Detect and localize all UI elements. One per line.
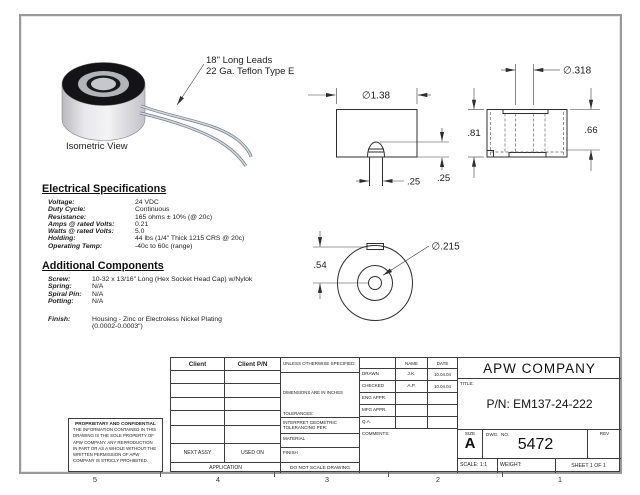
application-cell: APPLICATION [171, 463, 281, 473]
leads-note-leader-line [177, 64, 204, 105]
dwg-no-value: 5472 [517, 436, 554, 453]
size-value: A [464, 435, 476, 452]
proprietary-title: PROPRIETARY AND CONFIDENTIAL [75, 421, 156, 426]
dim-bore-depth: .66 [584, 125, 598, 136]
client-empty-cell [171, 426, 225, 444]
additional-components-section [42, 260, 252, 331]
zone-tick [274, 471, 275, 477]
hole-diameter-leader [383, 246, 429, 275]
size-label: SIZE [464, 431, 476, 436]
component-row-screw: Screw: 10-32 x 13/16" Long (Hex Socket Head Cap) w/Nylok [48, 276, 253, 283]
title-block [170, 357, 620, 472]
magnet-center-pole [91, 78, 116, 90]
client-pn-empty-cell [225, 384, 281, 398]
isometric-view-label: Isometric View [66, 141, 128, 152]
front-view [308, 88, 450, 188]
do-not-scale-cell: DO NOT SCALE DRAWING [281, 463, 360, 473]
electrical-specifications-section [42, 183, 244, 250]
dim-section-height: .81 [467, 128, 481, 139]
mfg-appr-label: MFG APPR. [360, 405, 396, 417]
rev-cell [588, 430, 621, 459]
dim-slot-offset: .54 [313, 260, 327, 271]
spec-row-duty-cycle: Duty Cycle: Continuous [48, 206, 170, 214]
eng-appr-name [396, 393, 428, 405]
client-empty-cell [171, 384, 225, 398]
dim-lead-gap: .25 [407, 176, 421, 188]
client-pn-empty-cell [225, 398, 281, 411]
isometric-view [62, 55, 294, 166]
next-assy-cell: NEXT ASSY [171, 444, 225, 463]
client-pn-empty-cell [225, 426, 281, 444]
bottom-view [313, 231, 460, 321]
rev-label: REV [599, 431, 610, 436]
zone-number-3: 3 [324, 475, 330, 484]
component-row-spring: Spring: N/A [48, 283, 104, 291]
comments-cell: COMMENTS: [360, 429, 458, 473]
zone-tick [502, 471, 503, 477]
title-label: TITLE: [460, 380, 474, 386]
spec-row-holding: Holding: 44 lbs (1/4" Thick 1215 CRS @ 20c) [48, 235, 245, 243]
checked-name: A.P. [396, 381, 428, 393]
zone-number-2: 2 [435, 475, 441, 484]
spec-row-operating-temp: Operating Temp: -40c to 60c (range) [48, 242, 193, 250]
mfg-appr-name [396, 405, 428, 417]
qa-date [428, 417, 458, 429]
proprietary-body: THE INFORMATION CONTAINED IN THIS DRAWING IS THE SOLE PROPERTY OF APW COMPANY. ANY REPRODUCTION IN PART OR AS A WHOLE WITHOUT THE WRITTEN PERMISSION OF APW COMPANY IS STRICLY PROHIBITED. [73, 427, 157, 464]
mfg-appr-date [428, 405, 458, 417]
eng-appr-date [428, 393, 458, 405]
client-pn-empty-cell [225, 411, 281, 426]
dwg-no-label: DWG. NO. [486, 431, 510, 437]
zone-number-5: 5 [92, 475, 98, 484]
section-view [467, 64, 600, 178]
part-number: P/N: EM137-24-222 [486, 397, 593, 411]
proprietary-notice-box [68, 418, 163, 472]
dim-hole-diameter: ∅.215 [431, 241, 460, 253]
size-cell [458, 430, 483, 459]
interpret-geometric-cell: INTERPRET GEOMETRIC TOLERANCING PER: [281, 418, 360, 434]
approval-label-header [360, 358, 396, 369]
qa-name [396, 417, 428, 429]
component-row-finish: Finish: Housing - Zinc or Electroless Nickel Plating (0.0002-0.0003") [48, 316, 222, 331]
zone-number-1: 1 [557, 475, 563, 484]
client-pn-empty-cell [225, 371, 281, 384]
drawn-name: J.K. [396, 369, 428, 381]
component-row-potting: Potting: N/A [48, 297, 104, 305]
bore-diameter-dimension [501, 64, 560, 105]
spec-row-watts: Watts @ rated Volts: 5.0 [48, 228, 145, 236]
client-empty-cell [171, 411, 225, 426]
used-on-cell: USED ON [225, 444, 281, 463]
name-header: NAME [396, 358, 428, 369]
leads-note-line1: 18" Long Leads [206, 55, 273, 66]
dim-tab-height: .25 [437, 173, 451, 184]
electrical-specs-heading: Electrical Specifications [42, 183, 167, 195]
finish-cell: FINISH [281, 448, 360, 463]
drawn-date: 10.04.04 [428, 369, 458, 381]
client-pn-header: Client P/N [225, 358, 281, 371]
qa-label: Q.A. [360, 417, 396, 429]
unless-otherwise-cell: UNLESS OTHERWISE SPECIFIED: [281, 358, 360, 373]
company-name: APW COMPANY [458, 358, 621, 379]
sheet-cell: SHEET 1 OF 1 [571, 463, 606, 469]
zone-tick [160, 471, 161, 477]
zone-tick [388, 471, 389, 477]
front-view-outline [337, 110, 418, 158]
section-view-outline [487, 110, 567, 158]
tolerances-cell: DIMENSIONS ARE IN INCHES TOLERANCES: [281, 373, 360, 418]
component-row-spiral-pin: Spiral Pin: N/A [48, 290, 104, 298]
zone-number-4: 4 [215, 475, 221, 484]
lead-wires [140, 106, 251, 166]
client-empty-cell [171, 398, 225, 411]
dim-front-diameter: ∅1.38 [361, 90, 391, 102]
leads-note-line2: 22 Ga. Teflon Type E [206, 66, 295, 77]
date-header: DATE [428, 358, 458, 369]
tab-height-dimension [380, 128, 449, 170]
lead-slot [367, 244, 384, 250]
spec-row-voltage: Voltage: 24 VDC [48, 199, 159, 206]
spec-row-resistance: Resistance: 165 ohms ± 10% (@ 20c) [48, 213, 213, 221]
spec-row-amps: Amps @ rated Volts: 0.21 [48, 220, 149, 228]
client-header: Client [171, 358, 225, 371]
weight-cell: WEIGHT: [498, 459, 556, 473]
scale-cell: SCALE: 1:1 [458, 459, 498, 473]
checked-label: CHECKED [360, 381, 396, 393]
dwg-no-cell [483, 430, 588, 459]
checked-date: 10.04.04 [428, 381, 458, 393]
eng-appr-label: ENG APPR. [360, 393, 396, 405]
bottom-view-center-hole [369, 277, 382, 290]
client-empty-cell [171, 371, 225, 384]
drawn-label: DRAWN [360, 369, 396, 381]
hidden-bore-lines [491, 112, 564, 155]
dim-bore-diameter: ∅.318 [563, 65, 592, 77]
material-cell: MATERIAL [281, 434, 360, 448]
title-area [458, 379, 621, 430]
additional-components-heading: Additional Components [42, 260, 164, 272]
